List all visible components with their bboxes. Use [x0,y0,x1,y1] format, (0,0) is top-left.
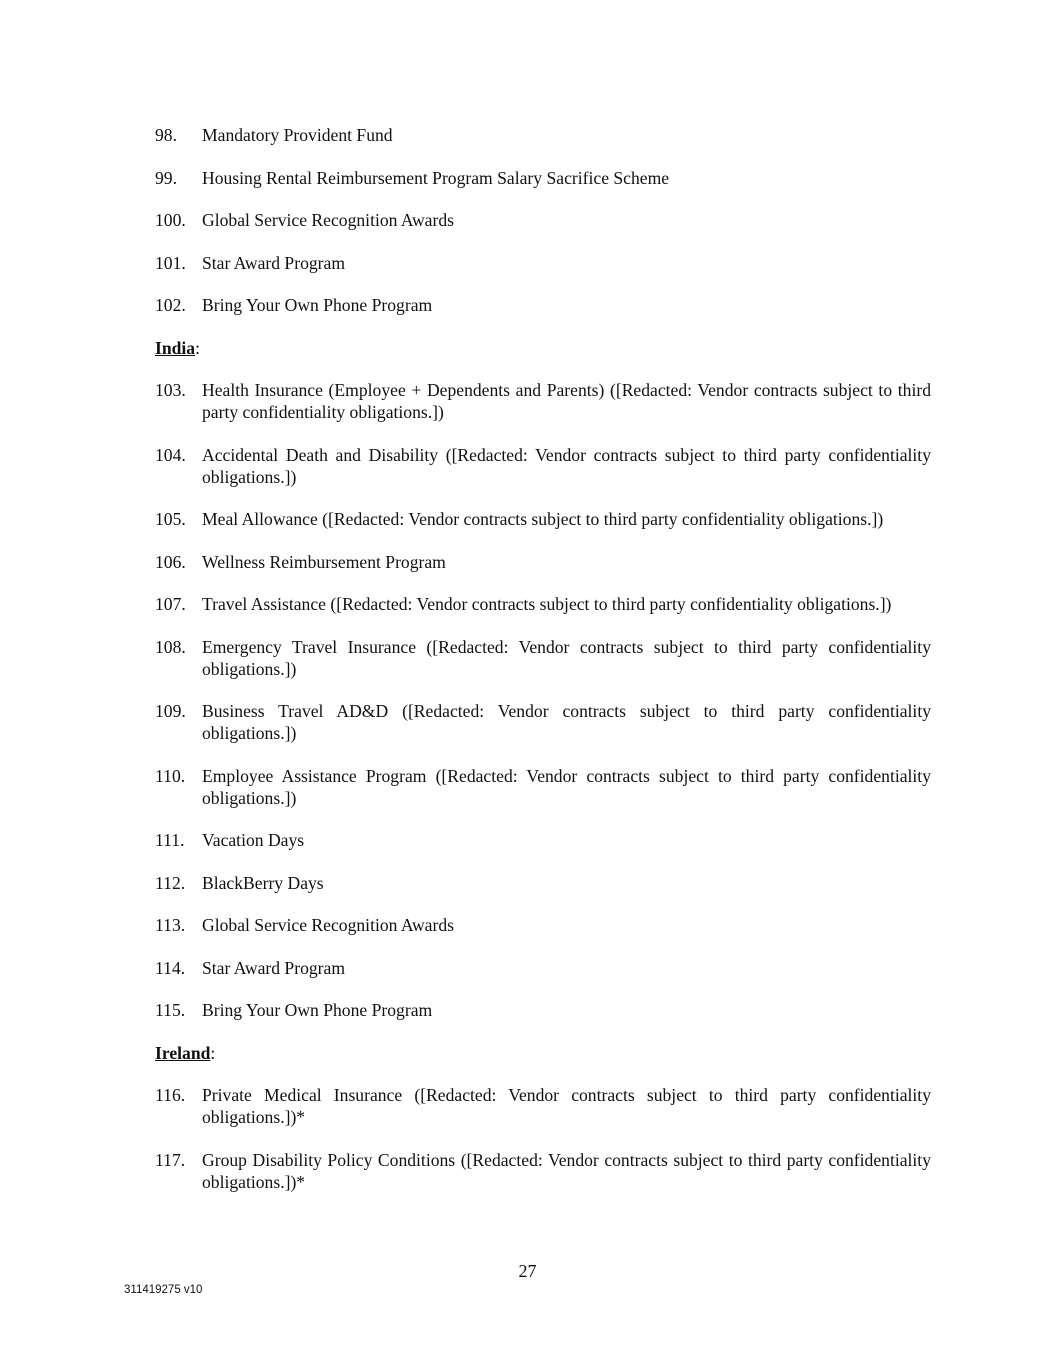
item-number: 105. [155,509,186,529]
item-text: Wellness Reimbursement Program [202,551,446,572]
item-text: Meal Allowance ([Redacted: Vendor contracts subject to third party confidentiality obligations.]) [202,509,884,529]
item-text: Mandatory Provident Fund [202,125,393,145]
item-text: Global Service Recognition Awards [202,210,454,230]
page-number: 27 [518,1261,537,1281]
item-text: Private Medical Insurance ([Redacted: Vendor contracts subject to third party confidentiality obligations.])* [202,1085,931,1127]
item-text: Housing Rental Reimbursement Program Salary Sacrifice Scheme [202,167,670,188]
item-number: 111. [155,830,185,850]
heading-colon: : [195,337,200,358]
list-item [155,914,931,936]
document-id: 311419275 v10 [124,1284,203,1296]
item-number: 101. [155,252,186,273]
item-text: Star Award Program [202,957,346,978]
item-number: 112. [155,872,186,893]
list-item [155,167,931,189]
list-item [155,1084,931,1128]
list-item [155,700,931,744]
item-text: Travel Assistance ([Redacted: Vendor contracts subject to third party confidentiality obligations.]) [202,594,892,614]
item-number: 99. [155,167,177,188]
section-heading [155,337,931,359]
list-item [155,124,931,146]
item-text: BlackBerry Days [202,872,324,893]
item-text: Bring Your Own Phone Program [202,1000,433,1020]
list-item [155,1149,931,1193]
list-item [155,294,931,316]
list-item [155,379,931,423]
item-number: 109. [155,701,186,721]
item-number: 115. [155,1000,186,1020]
list-item [155,508,931,530]
item-text: Employee Assistance Program ([Redacted: Vendor contracts subject to third party confidentiality obligations.]) [202,765,931,808]
item-number: 117. [155,1149,186,1170]
item-number: 98. [155,125,177,145]
item-number: 107. [155,594,186,614]
list-item [155,551,931,573]
item-text: Vacation Days [202,830,305,850]
country-name: India [155,337,196,358]
item-text: Bring Your Own Phone Program [202,295,433,315]
item-text: Global Service Recognition Awards [202,915,454,935]
list-item [155,872,931,894]
item-text: Emergency Travel Insurance ([Redacted: Vendor contracts subject to third party confidentiality obligations.]) [202,636,931,679]
item-text: Health Insurance (Employee + Dependents and Parents) ([Redacted: Vendor contracts subject to third party confidentiality obligations.]) [202,380,931,422]
item-text: Group Disability Policy Conditions ([Redacted: Vendor contracts subject to third party confidentiality obligations.])* [202,1149,931,1192]
country-name: Ireland [155,1042,211,1063]
item-text: Star Award Program [202,252,346,273]
item-text: Business Travel AD&D ([Redacted: Vendor contracts subject to third party confidentiality obligations.]) [202,701,931,743]
item-number: 103. [155,380,186,400]
heading-colon: : [210,1042,216,1063]
item-number: 113. [155,915,186,935]
list-item [155,636,931,680]
item-text: Accidental Death and Disability ([Redacted: Vendor contracts subject to third party confidentiality obligations.]) [202,444,931,487]
list-item [155,252,931,274]
item-number: 116. [155,1085,186,1105]
list-item [155,957,931,979]
item-number: 106. [155,551,186,572]
benefits-list [155,124,931,1213]
item-number: 102. [155,295,186,315]
list-item [155,765,931,809]
list-item [155,999,931,1021]
list-item [155,444,931,488]
item-number: 104. [155,444,186,465]
list-item [155,593,931,615]
list-item [155,209,931,231]
item-number: 100. [155,210,186,230]
item-number: 114. [155,957,186,978]
section-heading [155,1042,931,1064]
list-item [155,829,931,851]
item-number: 110. [155,765,186,786]
item-number: 108. [155,636,186,657]
